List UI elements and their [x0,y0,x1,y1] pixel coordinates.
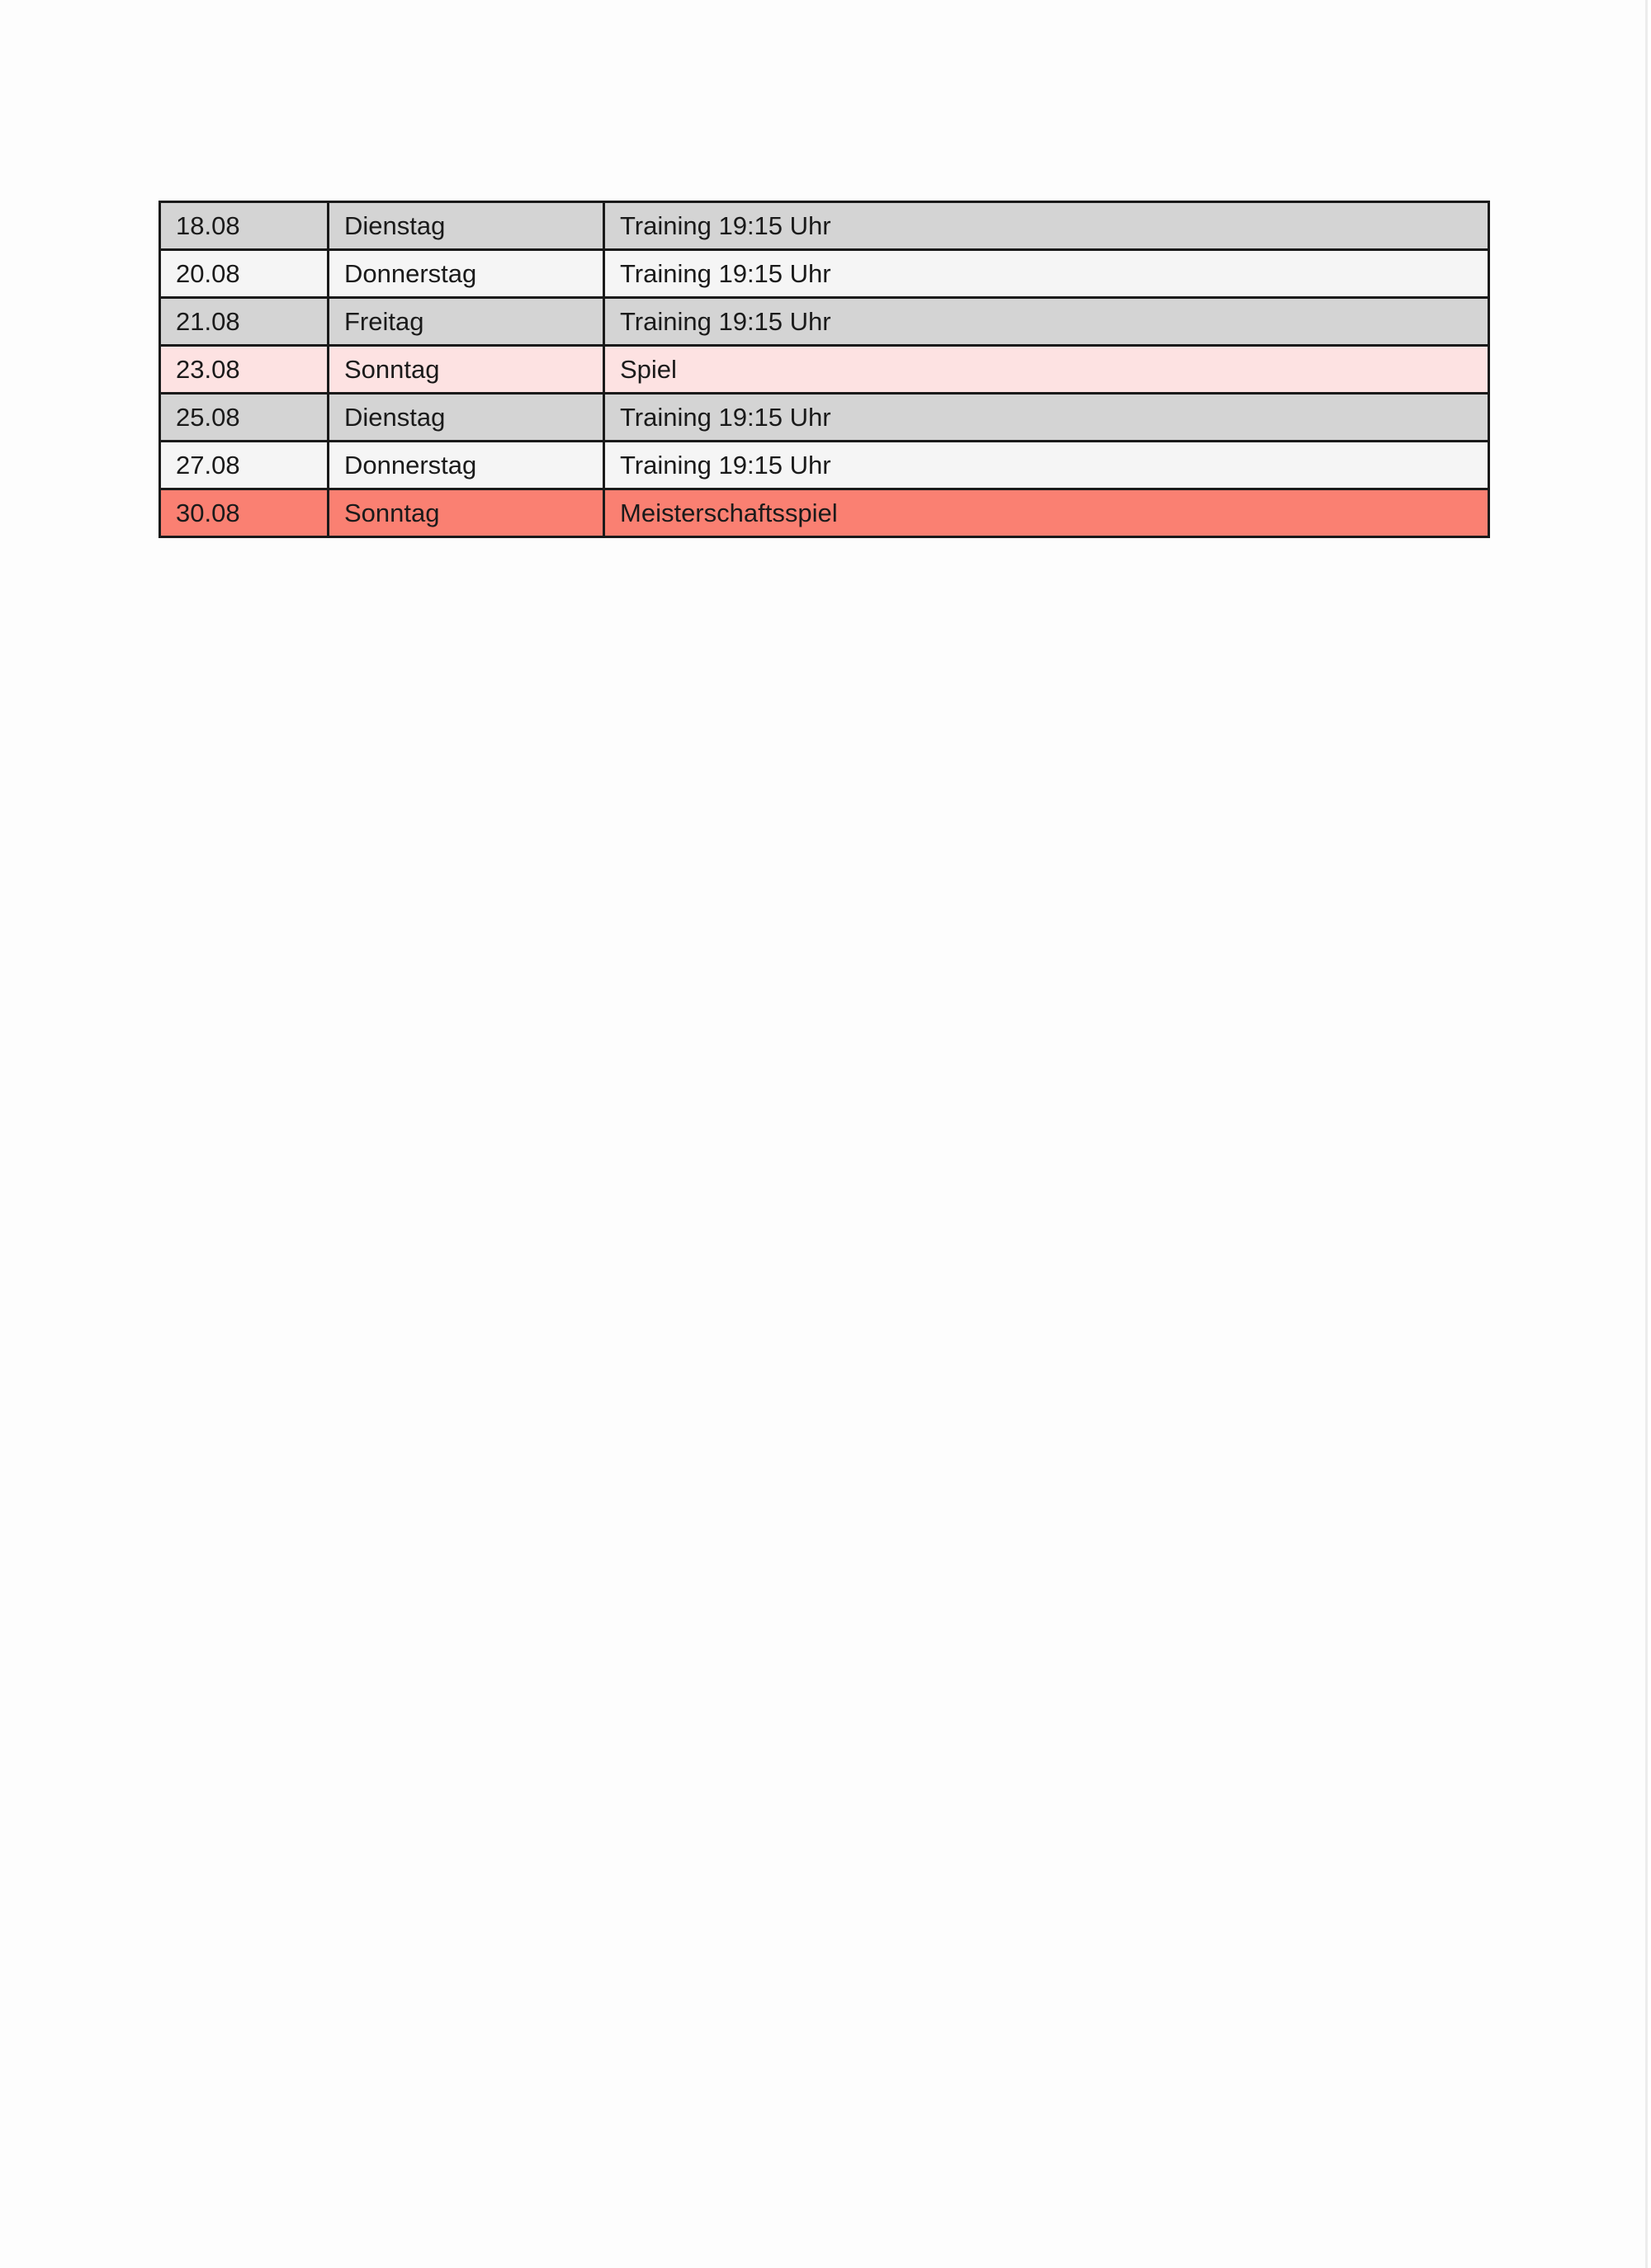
event-cell: Spiel [604,346,1489,394]
event-cell: Training 19:15 Uhr [604,202,1489,250]
date-cell: 18.08 [160,202,329,250]
weekday-cell: Freitag [329,298,604,346]
table-row [160,442,1489,489]
table-row [160,489,1489,537]
date-cell: 21.08 [160,298,329,346]
date-cell: 27.08 [160,442,329,489]
event-cell: Training 19:15 Uhr [604,250,1489,298]
event-cell: Training 19:15 Uhr [604,442,1489,489]
date-cell: 30.08 [160,489,329,537]
weekday-cell: Dienstag [329,202,604,250]
event-cell: Training 19:15 Uhr [604,298,1489,346]
table-row [160,250,1489,298]
weekday-cell: Donnerstag [329,442,604,489]
weekday-cell: Donnerstag [329,250,604,298]
date-cell: 20.08 [160,250,329,298]
table-row [160,346,1489,394]
table-row [160,298,1489,346]
date-cell: 25.08 [160,394,329,442]
table-row [160,394,1489,442]
weekday-cell: Dienstag [329,394,604,442]
event-cell: Meisterschaftsspiel [604,489,1489,537]
date-cell: 23.08 [160,346,329,394]
schedule-table [158,201,1490,538]
weekday-cell: Sonntag [329,346,604,394]
event-cell: Training 19:15 Uhr [604,394,1489,442]
weekday-cell: Sonntag [329,489,604,537]
table-row [160,202,1489,250]
